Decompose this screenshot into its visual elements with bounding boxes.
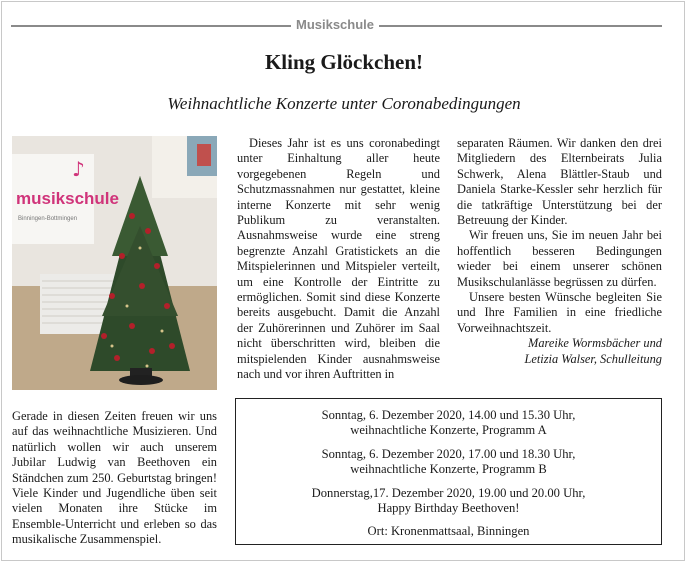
- event-entry: [236, 447, 661, 478]
- photo-illustration: [12, 136, 217, 390]
- sign-subtext: Binningen-Bottmingen: [18, 216, 78, 222]
- article-title: Kling Glöckchen!: [264, 50, 424, 74]
- event-entry: [236, 486, 661, 517]
- article-column-2: [237, 136, 440, 383]
- section-label: Musikschule: [295, 17, 375, 32]
- christmas-tree-photo: [12, 136, 217, 390]
- article-paragraph: Gerade in diesen Zeiten freuen wir uns auf das weihnachtliche Musizieren. Und natürlich wollen wir auch unserem Jubilar Ludwig van Beethoven ein Ständchen zum 250. Geburtstag bringen! Viele Kinder und Jugendliche üben seit vielen Monaten ihre Stücke im Ensemble-Unterricht und erleben so das musikalische Zusammenspiel.: [12, 409, 217, 547]
- article-paragraph: Dieses Jahr ist es uns coronabedingt unter Einhaltung aller heute vorgegebenen Regeln und Schutzmassnahmen nur gestattet, kleine interne Konzerte mit sehr wenig Publikum zu veranstalten. Ausnahmsweise wurde eine streng begrenzte Anzahl Gratistickets an die Mitspielerinnen und Mitspieler verteilt, um eine Kontrolle der Eintritte zu ermöglichen. Somit sind diese Konzerte bereits ausgebucht. Damit die Anzahl der Zuhörerinnen und Zuhörer im Saal nicht überschritten wird, bleiben die mitspielenden Kinder ausnahmsweise nach und vor ihren Auftritten in: [237, 136, 440, 382]
- event-description: weihnachtliche Konzerte, Programm B: [350, 462, 547, 477]
- section-rule-right: [379, 25, 662, 27]
- event-date: Sonntag, 6. Dezember 2020, 14.00 und 15.30 Uhr,: [321, 408, 576, 422]
- event-info-box: [235, 398, 662, 545]
- signature-line-2: Letizia Walser, Schulleitung: [524, 351, 662, 366]
- article-subtitle: Weihnachtliche Konzerte unter Coronabedingungen: [167, 94, 521, 113]
- signature-line-1: Mareike Wormsbächer und: [528, 336, 662, 351]
- sign-text: musikschule: [16, 189, 119, 208]
- event-location: Ort: Kronenmattsaal, Binningen: [367, 524, 530, 539]
- article-column-3: [457, 136, 662, 367]
- section-rule-left: [11, 25, 291, 27]
- section-header: [11, 16, 662, 36]
- music-note-icon: ♪: [72, 157, 85, 181]
- article-paragraph: Wir freuen uns, Sie im neuen Jahr bei hoffentlich besseren Bedingungen wieder bei einem unserer schönen Musikschulanlässe begrüssen zu dürfen.: [457, 228, 662, 289]
- event-date: Sonntag, 6. Dezember 2020, 17.00 und 18.30 Uhr,: [321, 446, 576, 461]
- article-paragraph: Unsere besten Wünsche begleiten Sie und Ihre Familien in eine friedliche Vorweihnachtszeit.: [457, 290, 662, 335]
- event-description: weihnachtliche Konzerte, Programm A: [350, 423, 547, 438]
- event-date: Donnerstag,17. Dezember 2020, 19.00 und 20.00 Uhr,: [311, 485, 586, 500]
- article-column-1: [12, 409, 217, 548]
- event-entry: [236, 408, 661, 439]
- event-description: Happy Birthday Beethoven!: [377, 501, 520, 516]
- article-paragraph: separaten Räumen. Wir danken den drei Mitgliedern des Elternbeirats Julia Schwerk, Alena Blättler-Staub und Daniela Starke-Kessler sehr herzlich für die tatkräftige Unterstützung bei der Betreuung der Kinder.: [457, 136, 662, 228]
